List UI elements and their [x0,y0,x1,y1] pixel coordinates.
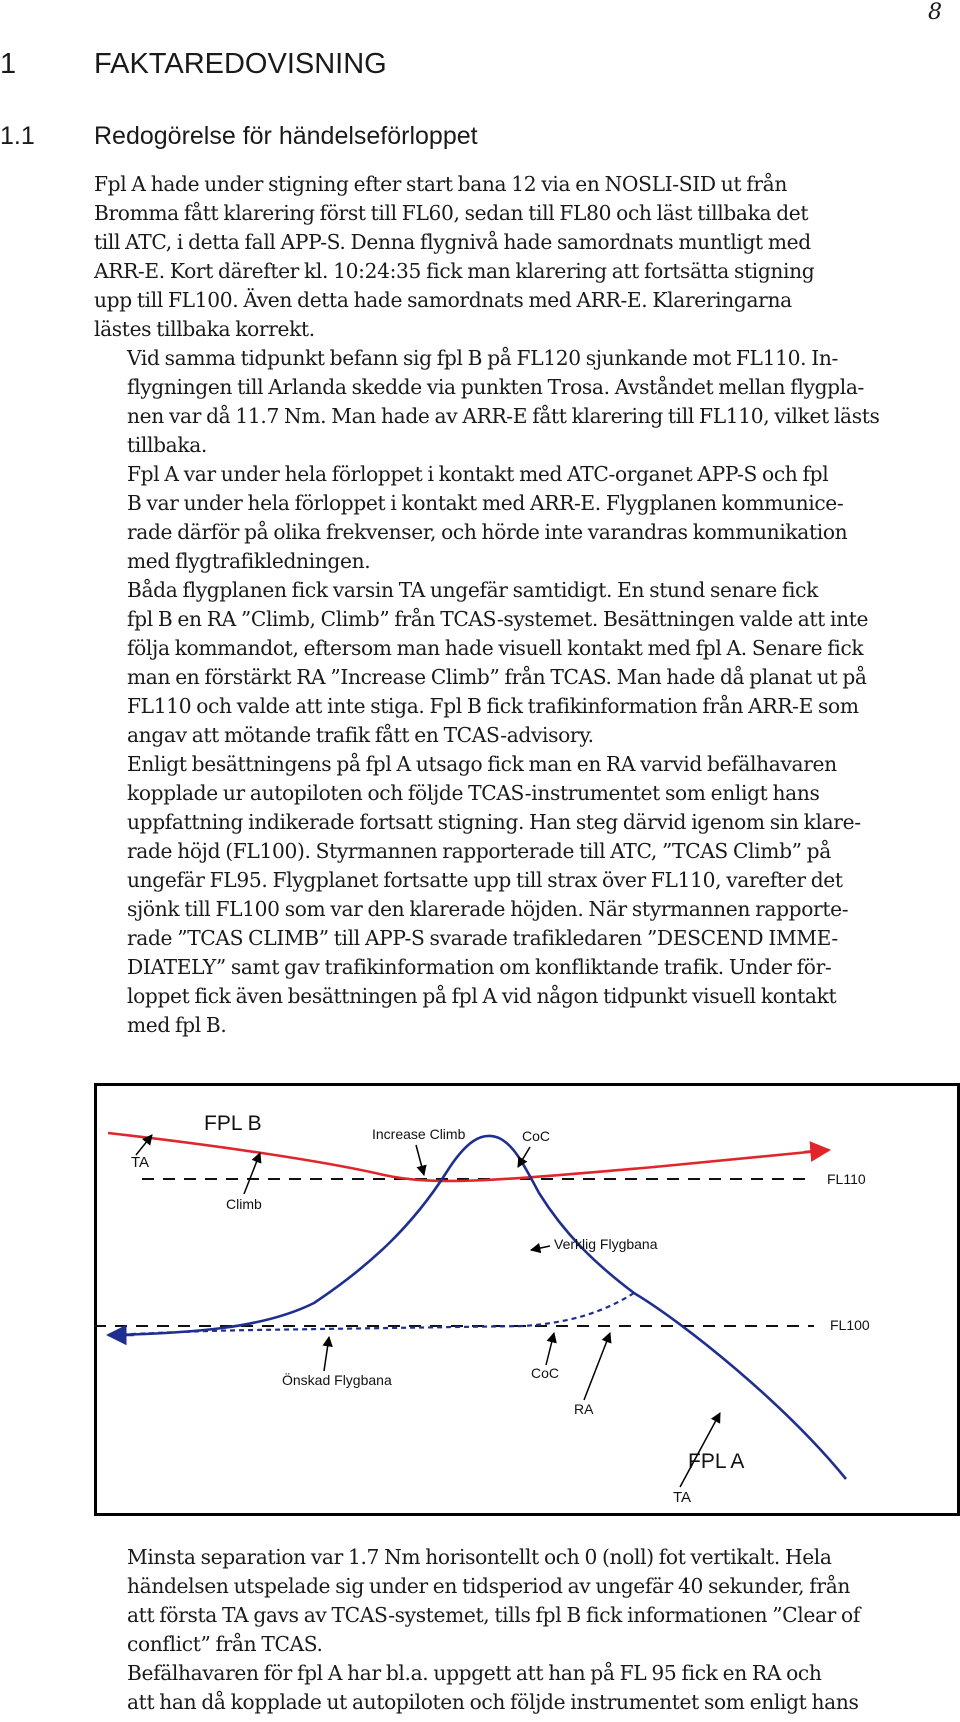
subsection-heading [0,122,478,151]
text-line: händelsen utspelade sig under en tidsperiod av ungefär 40 sekunder, från [127,1574,851,1598]
paragraph [94,750,954,1040]
text-line: rade därför på olika frekvenser, och hörde inte varandras kommunikation [127,520,848,544]
body-text-after-figure [94,1543,954,1717]
text-line: loppet fick även besättningen på fpl A vid någon tidpunkt visuell kontakt [127,984,837,1008]
flight-path-diagram [94,1083,960,1516]
text-line: FL110 och valde att inte stiga. Fpl B fick trafikinformation från ARR-E som [127,694,859,718]
text-line: följa kommandot, eftersom man hade visuell kontakt med fpl A. Senare fick [127,636,864,660]
text-line: angav att mötande trafik fått en TCAS-advisory. [127,723,594,747]
climb-label: Climb [226,1196,262,1212]
fl110-label: FL110 [827,1171,866,1187]
section-heading [0,48,387,81]
text-line: conflict” från TCAS. [127,1632,323,1656]
text-line: flygningen till Arlanda skedde via punkten Trosa. Avståndet mellan flygpla- [127,375,864,399]
text-line: rade ”TCAS CLIMB” till APP-S svarade trafikledaren ”DESCEND IMME- [127,926,838,950]
text-line: nen var då 11.7 Nm. Man hade av ARR-E fått klarering till FL110, vilket lästs [127,404,880,428]
paragraph [94,170,954,344]
page-number: 8 [928,0,942,25]
onskad-flygbana-label: Önskad Flygbana [282,1372,392,1388]
fl100-label: FL100 [830,1317,870,1333]
text-line: Fpl A var under hela förloppet i kontakt med ATC-organet APP-S och fpl [127,462,829,486]
coc-bottom-label: CoC [531,1365,560,1381]
text-line: Enligt besättningens på fpl A utsago fick man en RA varvid befälhavaren [127,752,837,776]
text-line: man en förstärkt RA ”Increase Climb” från TCAS. Man hade då planat ut på [127,665,867,689]
section-number: 1 [0,48,17,80]
text-line: upp till FL100. Även detta hade samordnats med ARR-E. Klareringarna [94,288,792,312]
text-line: B var under hela förloppet i kontakt med ARR-E. Flygplanen kommunice- [127,491,844,515]
section-title: FAKTAREDOVISNING [94,48,387,80]
text-line: tillbaka. [127,433,207,457]
subsection-number: 1.1 [0,122,35,150]
text-line: ARR-E. Kort därefter kl. 10:24:35 fick man klarering att fortsätta stigning [94,259,815,283]
flight-path-figure [94,1083,960,1516]
verklig-flygbana-label: Verklig Flygbana [554,1236,658,1252]
fpl-b-label: FPL B [204,1112,262,1135]
text-line: Befälhavaren för fpl A har bl.a. uppgett att han på FL 95 fick en RA och [127,1661,822,1685]
text-line: sjönk till FL100 som var den klarerade höjden. När styrmannen rapporte- [127,897,849,921]
text-line: DIATELY” samt gav trafikinformation om konfliktande trafik. Under för- [127,955,832,979]
ta-left-label: TA [131,1154,150,1171]
text-line: rade höjd (FL100). Styrmannen rapporterade till ATC, ”TCAS Climb” på [127,839,831,863]
text-line: ungefär FL95. Flygplanet fortsatte upp till strax över FL110, varefter det [127,868,843,892]
text-line: att första TA gavs av TCAS-systemet, tills fpl B fick informationen ”Clear of [127,1603,860,1627]
increase-climb-label: Increase Climb [372,1126,466,1142]
body-text [94,170,954,1040]
paragraph [94,1543,954,1659]
text-line: med flygtrafikledningen. [127,549,371,573]
paragraph [94,1659,954,1717]
fpl-a-label: FPL A [688,1450,745,1473]
text-line: Båda flygplanen fick varsin TA ungefär samtidigt. En stund senare fick [127,578,818,602]
paragraph [94,344,954,460]
paragraph [94,576,954,750]
text-line: fpl B en RA ”Climb, Climb” från TCAS-systemet. Besättningen valde att inte [127,607,869,631]
text-line: Vid samma tidpunkt befann sig fpl B på FL120 sjunkande mot FL110. In- [127,346,838,370]
text-line: till ATC, i detta fall APP-S. Denna flygnivå hade samordnats muntligt med [94,230,811,254]
subsection-title: Redogörelse för händelseförloppet [94,122,478,150]
paragraph [94,460,954,576]
text-line: Fpl A hade under stigning efter start bana 12 via en NOSLI-SID ut från [94,172,787,196]
text-line: uppfattning indikerade fortsatt stigning. Han steg därvid igenom sin klare- [127,810,861,834]
ta-bottom-label: TA [673,1489,692,1506]
text-line: Bromma fått klarering först till FL60, sedan till FL80 och läst tillbaka det [94,201,809,225]
coc-top-label: CoC [522,1128,551,1144]
text-line: kopplade ur autopiloten och följde TCAS-instrumentet som enligt hans [127,781,820,805]
text-line: lästes tillbaka korrekt. [94,317,315,341]
ra-label: RA [574,1401,594,1417]
text-line: att han då kopplade ut autopiloten och följde instrumentet som enligt hans [127,1690,859,1714]
text-line: med fpl B. [127,1013,227,1037]
text-line: Minsta separation var 1.7 Nm horisontellt och 0 (noll) fot vertikalt. Hela [127,1545,832,1569]
